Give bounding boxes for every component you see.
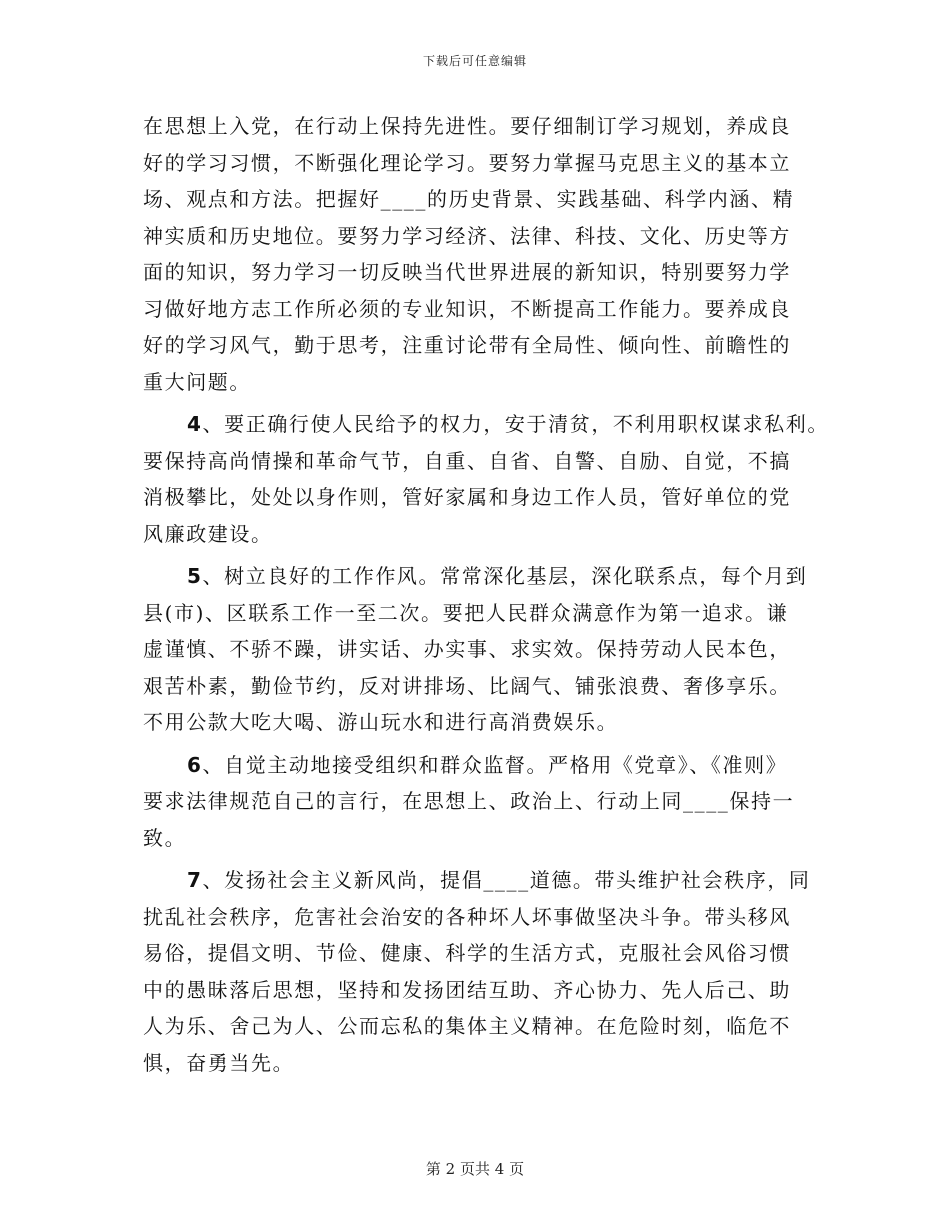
text-line xyxy=(143,747,833,784)
text-line: 不用公款大吃大喝、游山玩水和进行高消费娱乐。 xyxy=(143,710,619,734)
text-line xyxy=(143,406,833,443)
item-number: 6 xyxy=(187,752,203,777)
item-number: 7 xyxy=(187,868,203,892)
text-line: 习做好地方志工作所必须的专业知识，不断提高工作能力。要养成良 xyxy=(143,296,791,321)
text-line: 人为乐、舍己为人、公而忘私的集体主义精神。在危险时刻，临危不 xyxy=(143,1014,791,1038)
item-first-line: 、树立良好的工作作风。常常深化基层，深化联系点，每个月到 xyxy=(202,564,808,588)
text-line: 风廉政建设。 xyxy=(143,521,273,546)
text-line: 好的学习风气，勤于思考，注重讨论带有全局性、倾向性、前瞻性的 xyxy=(143,333,791,357)
text-line: 要求法律规范自己的言行，在思想上、政治上、行动上同____保持一 xyxy=(143,789,795,813)
page-footer: 第 2 页共 4 页 xyxy=(425,1160,525,1178)
page-header: 下载后可任意编辑 xyxy=(422,54,527,68)
text-line: 重大问题。 xyxy=(143,369,251,394)
text-line: 艰苦朴素，勤俭节约，反对讲排场、比阔气、铺张浪费、奢侈享乐。 xyxy=(143,673,791,698)
paragraph-item-6 xyxy=(143,747,833,857)
text-line: 消极攀比，处处以身作则，管好家属和身边工作人员，管好单位的党 xyxy=(143,485,791,509)
paragraph-continuation xyxy=(143,108,833,400)
paragraph-item-5 xyxy=(143,558,833,741)
item-number: 4 xyxy=(187,412,203,436)
text-line: 要保持高尚情操和革命气节，自重、自省、自警、自励、自觉，不搞 xyxy=(143,448,791,473)
text-line xyxy=(143,558,833,595)
paragraph-item-4 xyxy=(143,406,833,552)
item-first-line: 、要正确行使人民给予的权力，安于清贫，不利用职权谋求私利。 xyxy=(202,412,829,436)
text-line: 好的学习习惯，不断强化理论学习。要努力掌握马克思主义的基本立 xyxy=(143,150,791,175)
text-line: 神实质和历史地位。要努力学习经济、法律、科技、文化、历史等方 xyxy=(143,223,791,248)
text-line: 致。 xyxy=(143,825,187,850)
item-number: 5 xyxy=(187,564,203,588)
text-line: 面的知识，努力学习一切反映当代世界进展的新知识，特别要努力学 xyxy=(143,260,791,284)
document-body xyxy=(143,108,833,1081)
text-line: 场、观点和方法。把握好____的历史背景、实践基础、科学内涵、精 xyxy=(143,187,795,211)
text-line: 在思想上入党，在行动上保持先进性。要仔细制订学习规划，养成良 xyxy=(143,114,791,138)
text-line: 易俗，提倡文明、节俭、健康、科学的生活方式，克服社会风俗习惯 xyxy=(143,941,791,965)
text-line: 中的愚昧落后思想，坚持和发扬团结互助、齐心协力、先人后己、助 xyxy=(143,977,791,1002)
text-line: 虚谨慎、不骄不躁，讲实话、办实事、求实效。保持劳动人民本色， xyxy=(143,637,791,661)
item-first-line: 、自觉主动地接受组织和群众监督。严格用《党章》、《准则》 xyxy=(202,752,788,777)
text-line: 扰乱社会秩序，危害社会治安的各种坏人坏事做坚决斗争。带头移风 xyxy=(143,904,791,929)
paragraph-item-7 xyxy=(143,862,833,1081)
text-line xyxy=(143,862,833,899)
text-line: 县(市)、区联系工作一至二次。要把人民群众满意作为第一追求。谦 xyxy=(143,600,789,625)
text-line: 惧，奋勇当先。 xyxy=(143,1050,295,1075)
item-first-line: 、发扬社会主义新风尚，提倡____道德。带头维护社会秩序，同 xyxy=(202,868,811,892)
